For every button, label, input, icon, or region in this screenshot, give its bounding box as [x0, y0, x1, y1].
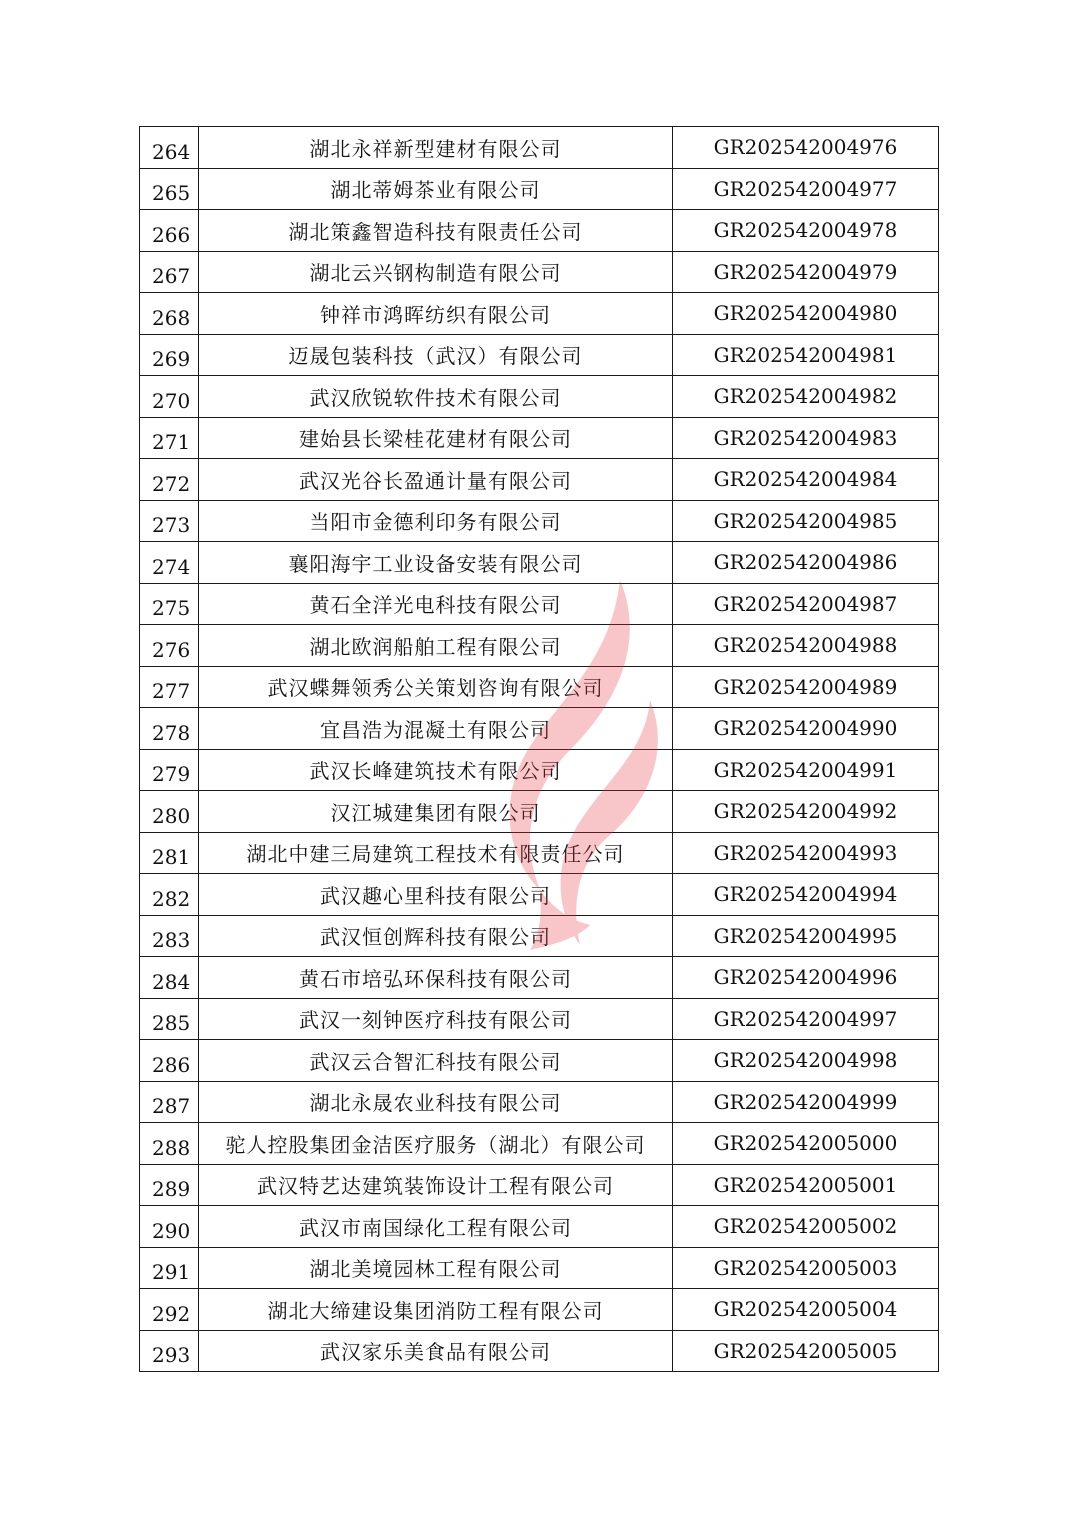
company-name: 武汉恒创辉科技有限公司 [199, 915, 673, 957]
certificate-code: GR202542004998 [673, 1040, 939, 1082]
certificate-code: GR202542005003 [673, 1247, 939, 1289]
company-name: 武汉趣心里科技有限公司 [199, 874, 673, 916]
table-row [140, 791, 939, 833]
table-row [140, 957, 939, 999]
row-number: 292 [140, 1289, 199, 1331]
table-row [140, 459, 939, 501]
row-number: 287 [140, 1081, 199, 1123]
table-row [140, 583, 939, 625]
company-name: 宜昌浩为混凝土有限公司 [199, 708, 673, 750]
row-number: 277 [140, 666, 199, 708]
company-name: 武汉光谷长盈通计量有限公司 [199, 459, 673, 501]
table-row [140, 376, 939, 418]
company-name: 黄石市培弘环保科技有限公司 [199, 957, 673, 999]
company-name: 襄阳海宇工业设备安装有限公司 [199, 542, 673, 584]
row-number: 293 [140, 1330, 199, 1372]
table-row [140, 1081, 939, 1123]
table-row [140, 708, 939, 750]
company-name: 钟祥市鸿晖纺织有限公司 [199, 293, 673, 335]
company-name: 湖北中建三局建筑工程技术有限责任公司 [199, 832, 673, 874]
row-number: 289 [140, 1164, 199, 1206]
table-row [140, 417, 939, 459]
certificate-code: GR202542004989 [673, 666, 939, 708]
row-number: 271 [140, 417, 199, 459]
company-name: 湖北蒂姆茶业有限公司 [199, 168, 673, 210]
table-row [140, 1247, 939, 1289]
table-row [140, 127, 939, 169]
table-row [140, 915, 939, 957]
table-row [140, 251, 939, 293]
table-row [140, 749, 939, 791]
company-name: 驼人控股集团金洁医疗服务（湖北）有限公司 [199, 1123, 673, 1165]
row-number: 288 [140, 1123, 199, 1165]
table-row [140, 1123, 939, 1165]
row-number: 270 [140, 376, 199, 418]
company-name: 黄石全洋光电科技有限公司 [199, 583, 673, 625]
certificate-code: GR202542004985 [673, 500, 939, 542]
row-number: 291 [140, 1247, 199, 1289]
row-number: 284 [140, 957, 199, 999]
table-row [140, 1206, 939, 1248]
certificate-code: GR202542004981 [673, 334, 939, 376]
certificate-code: GR202542004990 [673, 708, 939, 750]
table-row [140, 500, 939, 542]
table-row [140, 293, 939, 335]
certificate-code: GR202542004999 [673, 1081, 939, 1123]
row-number: 281 [140, 832, 199, 874]
company-list-body [140, 127, 939, 1372]
row-number: 290 [140, 1206, 199, 1248]
certificate-code: GR202542004980 [673, 293, 939, 335]
certificate-code: GR202542004992 [673, 791, 939, 833]
table-row [140, 168, 939, 210]
row-number: 278 [140, 708, 199, 750]
company-name: 武汉特艺达建筑装饰设计工程有限公司 [199, 1164, 673, 1206]
table-row [140, 874, 939, 916]
certificate-code: GR202542004996 [673, 957, 939, 999]
certificate-code: GR202542004987 [673, 583, 939, 625]
row-number: 282 [140, 874, 199, 916]
certificate-code: GR202542004991 [673, 749, 939, 791]
table-row [140, 334, 939, 376]
row-number: 276 [140, 625, 199, 667]
row-number: 272 [140, 459, 199, 501]
row-number: 266 [140, 210, 199, 252]
certificate-code: GR202542004984 [673, 459, 939, 501]
row-number: 268 [140, 293, 199, 335]
company-name: 湖北美境园林工程有限公司 [199, 1247, 673, 1289]
table-row [140, 1289, 939, 1331]
table-row [140, 998, 939, 1040]
certificate-code: GR202542004976 [673, 127, 939, 169]
certificate-code: GR202542004978 [673, 210, 939, 252]
row-number: 283 [140, 915, 199, 957]
company-name: 武汉一刻钟医疗科技有限公司 [199, 998, 673, 1040]
company-name: 湖北大缔建设集团消防工程有限公司 [199, 1289, 673, 1331]
company-name: 武汉云合智汇科技有限公司 [199, 1040, 673, 1082]
row-number: 274 [140, 542, 199, 584]
certificate-code: GR202542005005 [673, 1330, 939, 1372]
table-row [140, 1330, 939, 1372]
table-row [140, 1040, 939, 1082]
company-name: 武汉长峰建筑技术有限公司 [199, 749, 673, 791]
company-name: 湖北永晟农业科技有限公司 [199, 1081, 673, 1123]
company-name: 湖北策鑫智造科技有限责任公司 [199, 210, 673, 252]
company-name: 武汉市南国绿化工程有限公司 [199, 1206, 673, 1248]
row-number: 267 [140, 251, 199, 293]
company-name: 湖北永祥新型建材有限公司 [199, 127, 673, 169]
row-number: 285 [140, 998, 199, 1040]
company-name: 当阳市金德利印务有限公司 [199, 500, 673, 542]
certificate-code: GR202542004983 [673, 417, 939, 459]
row-number: 273 [140, 500, 199, 542]
certificate-code: GR202542005004 [673, 1289, 939, 1331]
certificate-code: GR202542004982 [673, 376, 939, 418]
row-number: 264 [140, 127, 199, 169]
row-number: 275 [140, 583, 199, 625]
certificate-code: GR202542004994 [673, 874, 939, 916]
row-number: 280 [140, 791, 199, 833]
table-row [140, 625, 939, 667]
company-list-table [139, 126, 939, 1372]
table-row [140, 1164, 939, 1206]
table-row [140, 542, 939, 584]
certificate-code: GR202542004979 [673, 251, 939, 293]
certificate-code: GR202542004995 [673, 915, 939, 957]
certificate-code: GR202542004993 [673, 832, 939, 874]
company-name: 建始县长梁桂花建材有限公司 [199, 417, 673, 459]
company-name: 汉江城建集团有限公司 [199, 791, 673, 833]
row-number: 269 [140, 334, 199, 376]
table-row [140, 832, 939, 874]
company-name: 湖北云兴钢构制造有限公司 [199, 251, 673, 293]
certificate-code: GR202542004986 [673, 542, 939, 584]
row-number: 286 [140, 1040, 199, 1082]
company-name: 武汉欣锐软件技术有限公司 [199, 376, 673, 418]
table-row [140, 210, 939, 252]
certificate-code: GR202542004997 [673, 998, 939, 1040]
company-name: 武汉家乐美食品有限公司 [199, 1330, 673, 1372]
table-row [140, 666, 939, 708]
company-name: 湖北欧润船舶工程有限公司 [199, 625, 673, 667]
company-name: 迈晟包装科技（武汉）有限公司 [199, 334, 673, 376]
company-name: 武汉蝶舞领秀公关策划咨询有限公司 [199, 666, 673, 708]
row-number: 279 [140, 749, 199, 791]
certificate-code: GR202542005001 [673, 1164, 939, 1206]
certificate-code: GR202542004977 [673, 168, 939, 210]
certificate-code: GR202542005002 [673, 1206, 939, 1248]
certificate-code: GR202542004988 [673, 625, 939, 667]
row-number: 265 [140, 168, 199, 210]
certificate-code: GR202542005000 [673, 1123, 939, 1165]
